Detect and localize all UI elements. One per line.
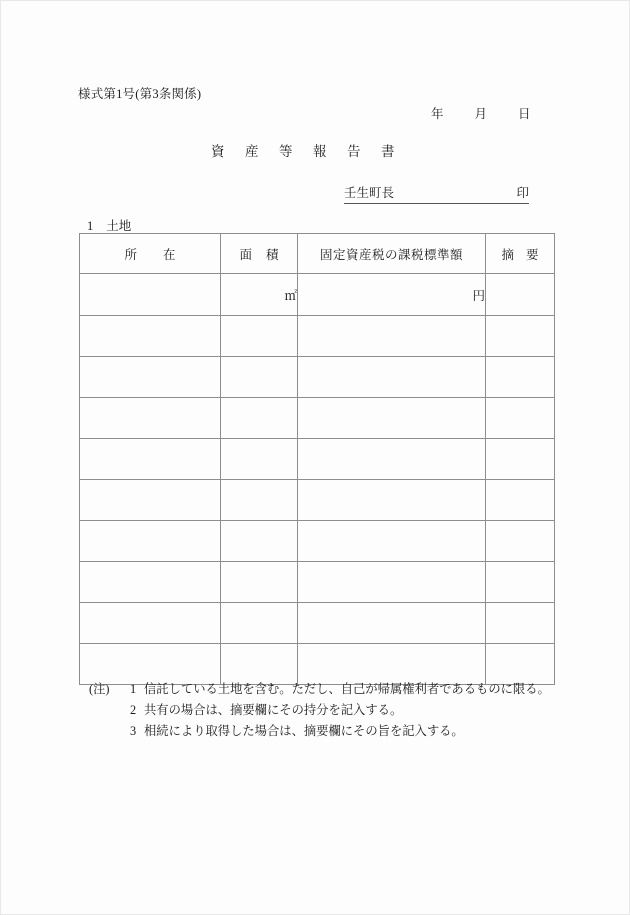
cell-area[interactable] (221, 398, 298, 439)
notes-block (89, 679, 550, 742)
column-header-tax-base: 固定資産税の課税標準額 (298, 234, 486, 274)
cell-note[interactable] (486, 398, 555, 439)
cell-location[interactable] (80, 439, 221, 480)
cell-location[interactable] (80, 562, 221, 603)
cell-area[interactable] (221, 439, 298, 480)
section-name: 土地 (106, 219, 132, 233)
cell-note[interactable] (486, 603, 555, 644)
note-number: 3 (130, 724, 137, 738)
table-units-row (80, 274, 555, 316)
form-number: 様式第1号(第3条関係) (78, 87, 202, 101)
table-row (80, 521, 555, 562)
cell-area[interactable] (221, 521, 298, 562)
cell-tax-base[interactable] (298, 480, 486, 521)
table-row (80, 398, 555, 439)
cell-area[interactable] (221, 562, 298, 603)
addressee-name: 壬生町長 (344, 186, 395, 200)
table-row (80, 603, 555, 644)
cell-location[interactable] (80, 357, 221, 398)
unit-square-meter: ㎡ (221, 274, 298, 316)
cell-area[interactable] (221, 357, 298, 398)
addressee-line (344, 183, 529, 204)
cell-area[interactable] (221, 480, 298, 521)
cell-note[interactable] (486, 439, 555, 480)
note-item (89, 679, 550, 700)
note-text: 共有の場合は、摘要欄にその持分を記入する。 (144, 703, 403, 717)
cell-tax-base[interactable] (298, 603, 486, 644)
year-label: 年 (431, 107, 444, 121)
column-header-note: 摘要 (486, 234, 555, 274)
cell-location[interactable] (80, 603, 221, 644)
table-row (80, 439, 555, 480)
cell-location[interactable] (80, 274, 221, 316)
table-row (80, 357, 555, 398)
page-title: 資産等報告書 (211, 144, 415, 159)
note-text: 相続により取得した場合は、摘要欄にその旨を記入する。 (144, 724, 464, 738)
cell-tax-base[interactable] (298, 398, 486, 439)
cell-note[interactable] (486, 316, 555, 357)
cell-tax-base[interactable] (298, 562, 486, 603)
note-number: 2 (130, 703, 137, 717)
unit-yen: 円 (298, 274, 486, 316)
cell-location[interactable] (80, 480, 221, 521)
cell-location[interactable] (80, 521, 221, 562)
section-heading (87, 216, 131, 234)
note-item (89, 721, 550, 742)
table-row (80, 316, 555, 357)
day-label: 日 (518, 107, 531, 121)
cell-location[interactable] (80, 316, 221, 357)
cell-tax-base[interactable] (298, 439, 486, 480)
seal-mark: 印 (516, 186, 529, 200)
month-label: 月 (474, 107, 488, 121)
cell-note[interactable] (486, 480, 555, 521)
note-text: 信託している土地を含む。ただし、自己が帰属権利者であるものに限る。 (144, 682, 550, 696)
cell-tax-base[interactable] (298, 521, 486, 562)
cell-tax-base[interactable] (298, 357, 486, 398)
cell-note[interactable] (486, 521, 555, 562)
table-empty-rows (80, 316, 555, 685)
cell-location[interactable] (80, 398, 221, 439)
note-item (89, 700, 550, 721)
land-assets-table (79, 233, 555, 685)
column-header-area: 面積 (221, 234, 298, 274)
note-number: 1 (130, 682, 137, 696)
column-header-location: 所在 (80, 234, 221, 274)
notes-tag: (注) (89, 682, 110, 696)
cell-area[interactable] (221, 603, 298, 644)
table-row (80, 480, 555, 521)
cell-note[interactable] (486, 274, 555, 316)
cell-note[interactable] (486, 562, 555, 603)
table-header-row (80, 234, 555, 274)
cell-area[interactable] (221, 316, 298, 357)
cell-note[interactable] (486, 357, 555, 398)
table-row (80, 562, 555, 603)
cell-tax-base[interactable] (298, 316, 486, 357)
date-line (431, 104, 531, 122)
section-number: 1 (87, 219, 94, 233)
